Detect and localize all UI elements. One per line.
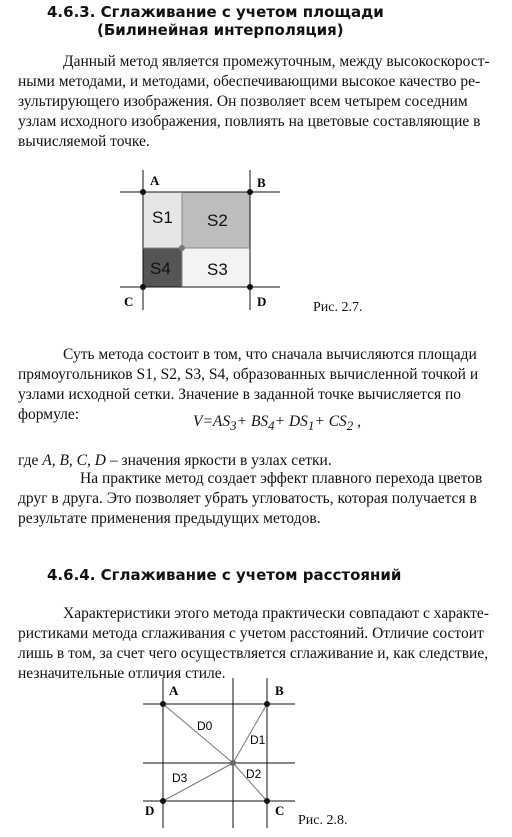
- corner-label-b: B: [257, 175, 266, 190]
- paragraph-line: узлам исходного изображения, повлиять на цветовые составляющие в: [18, 113, 481, 130]
- paragraph-line: друг в друга. Это позволяет убрать угловатость, которая получается в: [18, 490, 477, 507]
- paragraph-line: формуле:: [18, 406, 80, 423]
- section-subheading-bilinear: (Билинейная интерполяция): [97, 21, 344, 39]
- figure-2-7-area-grid: [110, 170, 300, 320]
- paragraph-line: Данный метод является промежуточным, между высокоскорост-: [63, 53, 490, 70]
- paragraph-line: узлами исходной сетки. Значение в заданной точке вычисляется по: [18, 386, 462, 403]
- figure-caption-2-8: Рис. 2.8.: [298, 813, 348, 828]
- paragraph-line: вычисляемой точке.: [18, 133, 150, 150]
- node-b: [264, 701, 270, 707]
- distance-label-d0: D0: [197, 719, 213, 733]
- paragraph-line: лишь в том, за счет чего осуществляется сглаживание и, как следствие,: [18, 645, 489, 662]
- computed-point: [230, 760, 236, 766]
- paragraph-line: На практике метод создает эффект плавного перехода цветов: [80, 470, 483, 487]
- corner-label-d: D: [257, 294, 267, 309]
- paragraph-line: незначительные отличия стиле.: [18, 665, 226, 682]
- section-heading-4-6-4: 4.6.4. Сглаживание с учетом расстояний: [47, 566, 402, 584]
- section-heading-4-6-3: 4.6.3. Сглаживание с учетом площади: [47, 3, 384, 21]
- paragraph-line: ристиками метода сглаживания с учетом расстояний. Отличие состоит: [18, 625, 484, 642]
- node-a: [160, 701, 166, 707]
- node-d: [247, 284, 253, 290]
- formula: $V=AS_3+ BS_4+ DS_1+ CS_2$ ,: [193, 413, 361, 434]
- distance-label-d1: D1: [250, 733, 266, 747]
- computed-point: [179, 245, 185, 251]
- paragraph-line: Суть метода состоит в том, что сначала вычисляются площади: [63, 346, 477, 363]
- where-line: где A, B, C, D – значения яркости в узлах сетки.: [18, 452, 332, 469]
- cell-label-s1: S1: [152, 208, 173, 227]
- node-a: [140, 189, 146, 195]
- corner-label-c: C: [275, 803, 285, 818]
- paragraph-line: результате применения предыдущих методов.: [18, 510, 321, 527]
- distance-label-d3: D3: [172, 771, 188, 785]
- corner-label-c: C: [124, 294, 134, 309]
- cell-label-s2: S2: [207, 211, 228, 230]
- node-c: [264, 798, 270, 804]
- corner-label-d: D: [145, 803, 155, 818]
- distance-label-d2: D2: [246, 767, 262, 781]
- figure-caption-2-7: Рис. 2.7.: [313, 300, 363, 315]
- corner-label-a: A: [169, 683, 179, 698]
- paragraph-line: зультирующего изображения. Он позволяет всем четырем соседним: [18, 93, 468, 110]
- distance-line-d0: [163, 704, 233, 763]
- paragraph-line: Характеристики этого метода практически совпадают с характе-: [63, 605, 489, 622]
- node-b: [247, 189, 253, 195]
- corner-label-b: B: [275, 683, 284, 698]
- paragraph-line: ными методами, и методами, обеспечивающими высокое качество ре-: [18, 73, 481, 90]
- node-d: [160, 798, 166, 804]
- cell-label-s4: S4: [150, 259, 171, 278]
- corner-label-a: A: [150, 173, 160, 188]
- figure-2-8-distance-grid: [135, 678, 305, 828]
- node-c: [140, 284, 146, 290]
- cell-label-s3: S3: [207, 260, 228, 279]
- paragraph-line: прямоугольников S1, S2, S3, S4, образованных вычисленной точкой и: [18, 366, 479, 383]
